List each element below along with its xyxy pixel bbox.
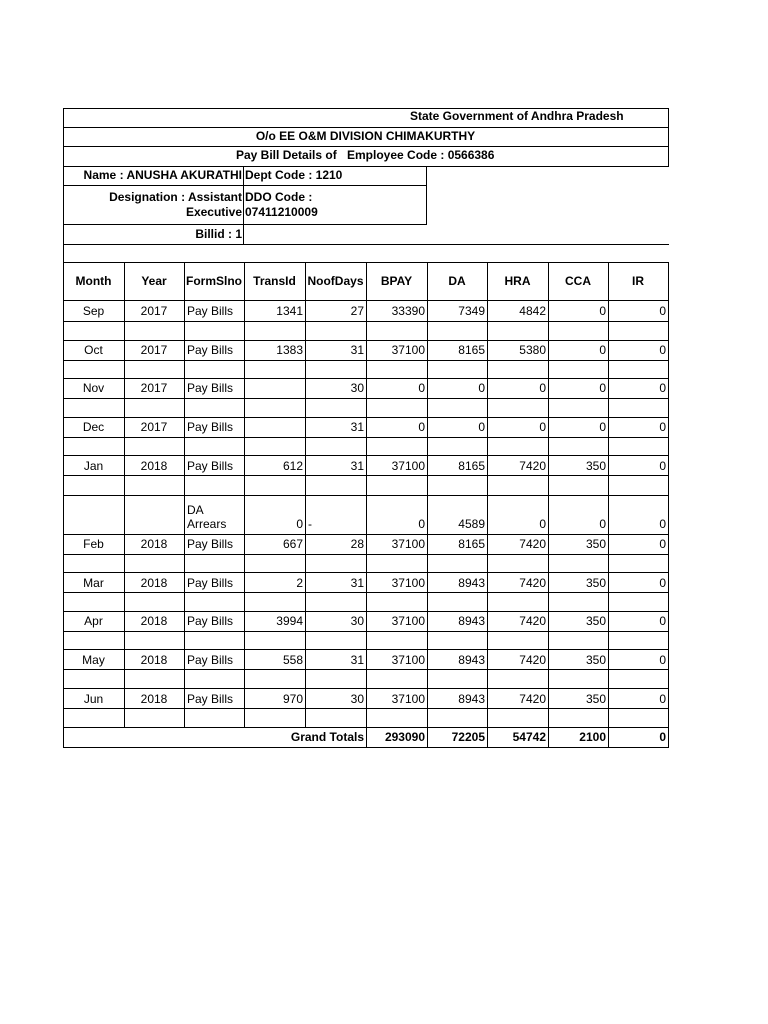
ddo-code-label: DDO Code : [245, 190, 313, 204]
grid-line [243, 166, 427, 167]
grid-line [63, 224, 427, 225]
col-year-header: Year [141, 274, 167, 288]
cell-bpay: 37100 [391, 653, 425, 667]
cell-year: 2018 [140, 459, 168, 473]
cell-da: 7349 [458, 304, 485, 318]
cell-hra: 7420 [519, 653, 546, 667]
cell-ir: 0 [659, 420, 666, 434]
cell-bpay: 37100 [391, 459, 425, 473]
cell-ir: 0 [659, 576, 666, 590]
cell-bpay: 37100 [391, 692, 425, 706]
cell-ir: 0 [659, 692, 666, 706]
cell-month: Dec [82, 420, 105, 434]
grid-line [63, 244, 669, 245]
cell-transid: 1383 [276, 343, 303, 357]
cell-month: Sep [82, 304, 105, 318]
cell-ir: 0 [659, 343, 666, 357]
cell-ir: 0 [659, 537, 666, 551]
cell-formslno: Pay Bills [187, 420, 234, 434]
cell-noofdays: 30 [350, 692, 364, 706]
cell-noofdays: 27 [350, 304, 364, 318]
cell-formslno: Pay Bills [187, 381, 234, 395]
designation-line2: Executive [185, 205, 242, 219]
cell-hra: 0 [539, 517, 546, 531]
cell-year: 2018 [140, 692, 168, 706]
grid-line [668, 727, 669, 748]
cell-noofdays: 31 [350, 343, 364, 357]
cell-year: 2017 [140, 420, 168, 434]
cell-hra: 7420 [519, 614, 546, 628]
cell-transid: 2 [296, 576, 303, 590]
cell-da: 8943 [458, 614, 485, 628]
cell-noofdays: 31 [350, 576, 364, 590]
cell-month: Oct [84, 343, 103, 357]
total-da: 72205 [451, 730, 485, 744]
employee-name: Name : ANUSHA AKURATHI [83, 168, 242, 182]
cell-year: 2018 [140, 537, 168, 551]
cell-transid: 0 [296, 517, 303, 531]
cell-bpay: 0 [418, 517, 425, 531]
cell-noofdays: 31 [350, 420, 364, 434]
col-da-header: DA [448, 274, 466, 288]
cell-bpay: 37100 [391, 614, 425, 628]
cell-cca: 350 [585, 459, 606, 473]
cell-noofdays: 28 [350, 537, 364, 551]
cell-formslno: Pay Bills [187, 614, 234, 628]
cell-formslno: Pay Bills [187, 343, 234, 357]
cell-transid: 667 [282, 537, 303, 551]
cell-da: 8165 [458, 537, 485, 551]
cell-noofdays: 31 [350, 653, 364, 667]
col-transid-header: TransId [253, 274, 296, 288]
cell-da: 0 [478, 381, 485, 395]
cell-year: 2018 [140, 614, 168, 628]
col-bpay-header: BPAY [380, 274, 413, 288]
cell-hra: 7420 [519, 692, 546, 706]
cell-month: Nov [82, 381, 105, 395]
cell-noofdays: 31 [350, 459, 364, 473]
cell-formslno: Pay Bills [187, 576, 234, 590]
cell-cca: 350 [585, 576, 606, 590]
cell-da: 8943 [458, 692, 485, 706]
cell-bpay: 37100 [391, 343, 425, 357]
cell-cca: 0 [599, 420, 606, 434]
grid-line [668, 262, 669, 728]
cell-hra: 0 [539, 420, 546, 434]
grid-line [243, 166, 244, 245]
cell-da: 8165 [458, 343, 485, 357]
cell-transid: 612 [282, 459, 303, 473]
cell-cca: 350 [585, 614, 606, 628]
cell-transid: 970 [282, 692, 303, 706]
cell-year: 2018 [140, 576, 168, 590]
cell-ir: 0 [659, 381, 666, 395]
cell-ir: 0 [659, 304, 666, 318]
cell-da: 4589 [458, 517, 485, 531]
cell-cca: 0 [599, 517, 606, 531]
cell-noofdays: 30 [350, 381, 364, 395]
cell-cca: 0 [599, 381, 606, 395]
cell-da: 8943 [458, 653, 485, 667]
cell-cca: 350 [585, 653, 606, 667]
col-ir-header: IR [632, 274, 644, 288]
grid-line [668, 108, 669, 167]
designation-line1: Designation : Assistant [109, 190, 242, 204]
cell-bpay: 37100 [391, 537, 425, 551]
cell-year: 2018 [140, 653, 168, 667]
cell-formslno: Pay Bills [187, 692, 234, 706]
col-formslno-header: FormSlno [186, 274, 242, 288]
cell-formslno: Pay Bills [187, 537, 234, 551]
cell-da: 8165 [458, 459, 485, 473]
pay-bill-label: Pay Bill Details of [236, 148, 337, 162]
cell-bpay: 33390 [391, 304, 425, 318]
cell-da: 8943 [458, 576, 485, 590]
ddo-code-value: 07411210009 [245, 205, 318, 219]
cell-month: Jun [83, 692, 104, 706]
cell-bpay: 37100 [391, 576, 425, 590]
cell-year: 2017 [140, 381, 168, 395]
cell-bpay: 0 [418, 381, 425, 395]
cell-transid: 3994 [276, 614, 303, 628]
cell-month: Mar [83, 576, 104, 590]
cell-formslno: DA [187, 503, 204, 517]
office-title: O/o EE O&M DIVISION CHIMAKURTHY [255, 129, 476, 143]
cell-year: 2017 [140, 304, 168, 318]
col-cca-header: CCA [565, 274, 591, 288]
cell-bpay: 0 [418, 420, 425, 434]
grid-line [184, 262, 185, 728]
cell-ir: 0 [659, 517, 666, 531]
cell-cca: 350 [585, 537, 606, 551]
cell-cca: 0 [599, 304, 606, 318]
grand-totals-label: Grand Totals [290, 730, 364, 744]
total-cca: 2100 [579, 730, 606, 744]
grid-line [63, 108, 64, 263]
cell-hra: 7420 [519, 459, 546, 473]
cell-formslno: Pay Bills [187, 304, 234, 318]
grid-line [63, 127, 669, 128]
cell-month: May [82, 653, 105, 667]
grid-line [426, 166, 427, 225]
cell-hra: 0 [539, 381, 546, 395]
cell-month: Jan [83, 459, 104, 473]
total-hra: 54742 [512, 730, 546, 744]
cell-noofdays: 30 [350, 614, 364, 628]
total-bpay: 293090 [384, 730, 425, 744]
state-title: State Government of Andhra Pradesh [410, 109, 624, 123]
cell-month: Apr [84, 614, 103, 628]
cell-hra: 7420 [519, 537, 546, 551]
cell-ir: 0 [659, 614, 666, 628]
cell-cca: 0 [599, 343, 606, 357]
col-noofdays-header: NoofDays [307, 274, 364, 288]
col-month-header: Month [75, 274, 112, 288]
cell-cca: 350 [585, 692, 606, 706]
cell-formslno: Pay Bills [187, 459, 234, 473]
cell-noofdays: - [308, 517, 312, 531]
cell-ir: 0 [659, 653, 666, 667]
grid-line [63, 727, 64, 748]
cell-transid: 558 [282, 653, 303, 667]
total-ir: 0 [659, 730, 666, 744]
grid-line [63, 146, 669, 147]
grid-line [63, 185, 427, 186]
dept-code: Dept Code : 1210 [245, 168, 343, 182]
col-hra-header: HRA [504, 274, 531, 288]
cell-hra: 4842 [519, 304, 546, 318]
bill-id: Billid : 1 [195, 227, 242, 241]
grid-line [63, 108, 669, 109]
cell-transid: 1341 [276, 304, 303, 318]
cell-hra: 5380 [519, 343, 546, 357]
cell-formslno: Arrears [187, 517, 227, 531]
employee-code: Employee Code : 0566386 [347, 148, 495, 162]
cell-da: 0 [478, 420, 485, 434]
cell-hra: 7420 [519, 576, 546, 590]
cell-month: Feb [83, 537, 104, 551]
cell-formslno: Pay Bills [187, 653, 234, 667]
cell-ir: 0 [659, 459, 666, 473]
cell-year: 2017 [140, 343, 168, 357]
